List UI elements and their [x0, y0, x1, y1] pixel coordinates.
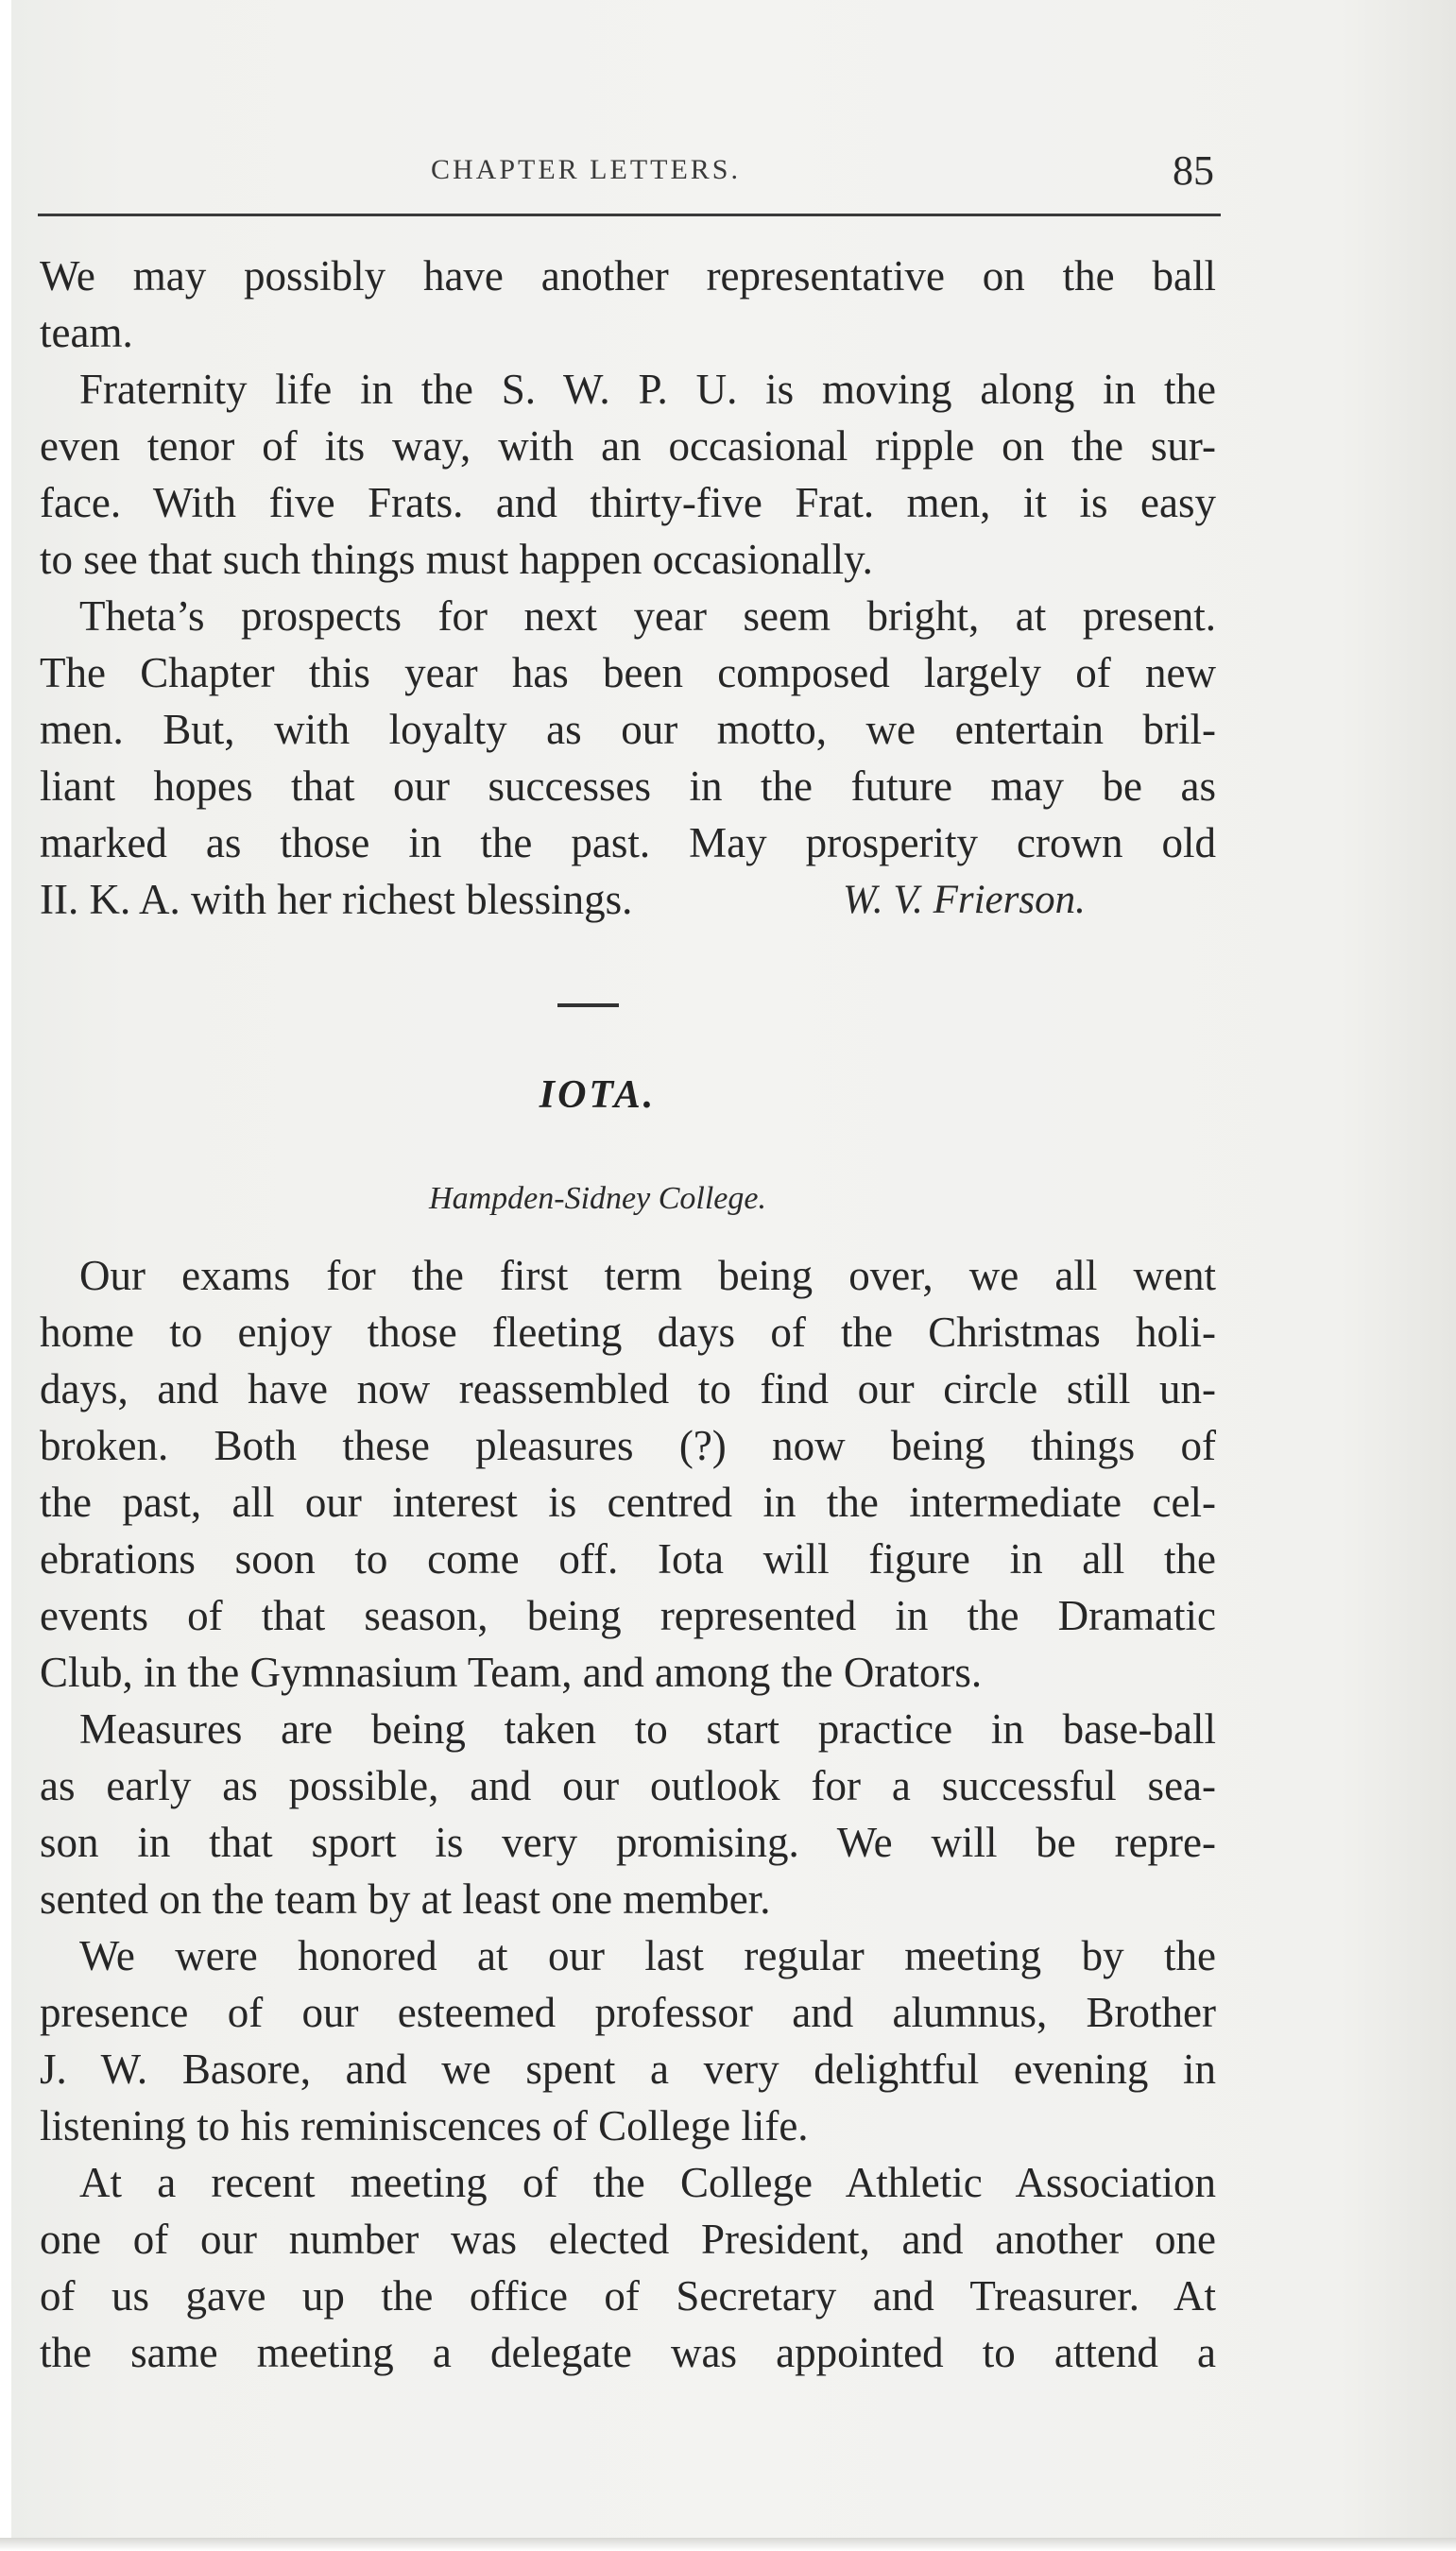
page-number: 85 [1173, 147, 1214, 194]
text-line: even tenor of its way, with an occasional ripple on the sur- [40, 422, 1216, 470]
page-bottom-edge [0, 2538, 1456, 2551]
text-line: listening to his reminiscences of College life. [40, 2102, 809, 2149]
text-line: the same meeting a delegate was appointed to attend a [40, 2329, 1216, 2376]
text-line: sented on the team by at least one member. [40, 1875, 771, 1923]
text-line: marked as those in the past. May prosperity crown old [40, 819, 1216, 866]
text-line: II. K. A. with her richest blessings. [40, 876, 633, 923]
text-line: We may possibly have another representative on the ball [40, 252, 1216, 300]
text-line: Measures are being taken to start practice in base-ball [79, 1705, 1216, 1753]
text-line: At a recent meeting of the College Athletic Association [79, 2159, 1216, 2206]
text-line: the past, all our interest is centred in the intermediate cel- [40, 1479, 1216, 1526]
section-title: IOTA. [539, 1073, 657, 1117]
text-line: face. With five Frats. and thirty-five Frat. men, it is easy [40, 479, 1216, 526]
text-line: as early as possible, and our outlook for a successful sea- [40, 1762, 1216, 1809]
iota-letter-body [40, 1247, 1216, 2381]
text-line: broken. Both these pleasures (?) now being things of [40, 1422, 1216, 1469]
text-line: son in that sport is very promising. We will be repre- [40, 1819, 1216, 1866]
header-rule [38, 214, 1221, 216]
section-divider [557, 1003, 619, 1007]
text-line: of us gave up the office of Secretary and Treasurer. At [40, 2272, 1216, 2320]
text-line: Our exams for the first term being over, we all went [79, 1252, 1216, 1299]
text-line: The Chapter this year has been composed largely of new [40, 649, 1216, 696]
text-line: ebrations soon to come off. Iota will figure in all the [40, 1535, 1216, 1583]
running-head-title: CHAPTER LETTERS. [430, 154, 741, 185]
text-line: J. W. Basore, and we spent a very delightful evening in [40, 2046, 1216, 2093]
text-line: Theta’s prospects for next year seem bright, at present. [79, 592, 1216, 640]
signature: W. V. Frierson. [843, 878, 1086, 922]
text-line: liant hopes that our successes in the future may be as [40, 762, 1216, 810]
running-head [28, 146, 1214, 194]
text-line: Club, in the Gymnasium Team, and among the Orators. [40, 1649, 983, 1696]
text-line: events of that season, being represented in the Dramatic [40, 1592, 1216, 1639]
text-line: We were honored at our last regular meeting by the [79, 1932, 1216, 1979]
text-line: Fraternity life in the S. W. P. U. is moving along in the [79, 366, 1216, 413]
text-line: home to enjoy those fleeting days of the Christmas holi- [40, 1309, 1216, 1356]
text-line: men. But, with loyalty as our motto, we entertain bril- [40, 706, 1216, 753]
text-line: days, and have now reassembled to find our circle still un- [40, 1365, 1216, 1412]
theta-letter-body [40, 248, 1216, 928]
text-line: presence of our esteemed professor and alumnus, Brother [40, 1989, 1216, 2036]
section-subtitle: Hampden-Sidney College. [429, 1181, 766, 1216]
book-page [11, 0, 1456, 2551]
text-line: one of our number was elected President, and another one [40, 2216, 1216, 2263]
text-line: team. [40, 309, 133, 356]
text-line: to see that such things must happen occasionally. [40, 536, 873, 583]
